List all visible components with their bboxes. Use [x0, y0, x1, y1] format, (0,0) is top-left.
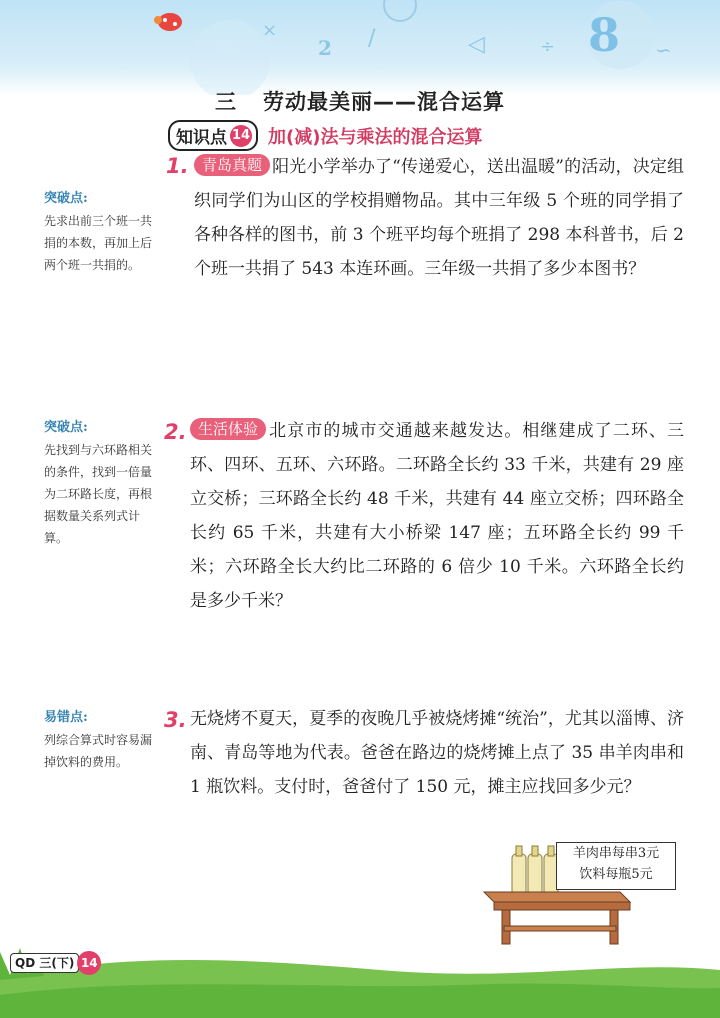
tip-box-2: [44, 417, 152, 549]
page-badge: [10, 951, 101, 975]
page-number: 14: [77, 951, 101, 975]
deco-wave: ∽: [655, 38, 672, 62]
question-text: 北京市的城市交通越来越发达。相继建成了二环、三环、四环、五环、六环路。二环路全长约 33 千米，共建有 29 座立交桥；三环路全长约 48 千米，共建有 44 座立交桥；四环路全长约 65 千米，共建有大小桥梁 147 座；五环路全长约 99 千米；六环路全长大约比二环路的 6 倍少 10 千米。六环路全长约是多少千米？: [190, 421, 684, 611]
tip-box-1: [44, 188, 152, 276]
tip-body: 先求出前三个班一共捐的本数，再加上后两个班一共捐的。: [44, 214, 153, 272]
question-text: 无烧烤不夏天，夏季的夜晚几乎被烧烤摊“统治”，尤其以淄博、济南、青岛等地为代表。爸爸在路边的烧烤摊上点了 35 串羊肉串和 1 瓶饮料。支付时，爸爸付了 150 元，摊主应找回多少元？: [190, 709, 684, 797]
knowledge-point-label: [168, 120, 258, 151]
question-2: [190, 414, 684, 618]
bottle-icon: [512, 846, 558, 896]
question-1: [194, 150, 684, 286]
unit-title: 劳动最美丽——混合运算: [263, 90, 505, 114]
page-title: [0, 86, 720, 116]
unit-number: 三: [215, 90, 237, 114]
header-banner: [0, 0, 720, 95]
tip-heading: 突破点:: [44, 191, 88, 206]
price-line-drink: 饮料每瓶5元: [579, 867, 653, 882]
question-number-1: 1.: [166, 154, 189, 178]
price-line-skewer: 羊肉串每串3元: [572, 846, 660, 861]
deco-nine: 9: [218, 34, 236, 67]
knowledge-point-number: 14: [230, 125, 252, 147]
deco-times: ×: [262, 20, 278, 41]
tip-body: 列综合算式时容易漏掉饮料的费用。: [44, 733, 153, 769]
deco-eight: 8: [588, 8, 621, 62]
question-text: 阳光小学举办了“传递爱心，送出温暖”的活动，决定组织同学们为山区的学校捐赠物品。其中三年级 5 个班的同学捐了各种各样的图书，前 3 个班平均每个班捐了 298 本科普书，后 2 个班一共捐了 543 本连环画。三年级一共捐了多少本图书？: [194, 157, 684, 279]
deco-two: 2: [318, 36, 332, 60]
table-icon: [484, 892, 630, 944]
book-label: QD 三(下): [10, 953, 79, 973]
footer-grass: [0, 940, 720, 1018]
knowledge-point-text: 知识点: [176, 128, 227, 148]
tip-heading: 突破点:: [44, 420, 88, 435]
ladybug-icon: [154, 13, 182, 31]
question-number-2: 2.: [164, 420, 187, 444]
deco-triangle: ◁: [468, 32, 485, 57]
question-number-3: 3.: [164, 708, 187, 732]
tip-heading: 易错点:: [44, 710, 88, 725]
question-3: [190, 702, 684, 804]
knowledge-point-title: 加(减)法与乘法的混合运算: [268, 126, 483, 148]
price-info-box: [556, 842, 676, 890]
question-tag: 生活体验: [190, 418, 266, 440]
tip-box-3: [44, 707, 152, 773]
tip-body: 先找到与六环路相关的条件，找到一倍量为二环路长度，再根据数量关系列式计算。: [44, 443, 153, 545]
deco-divide: ÷: [540, 36, 556, 57]
deco-slash: /: [368, 26, 376, 51]
question-tag: 青岛真题: [194, 154, 270, 176]
knowledge-point-header: [168, 120, 482, 151]
